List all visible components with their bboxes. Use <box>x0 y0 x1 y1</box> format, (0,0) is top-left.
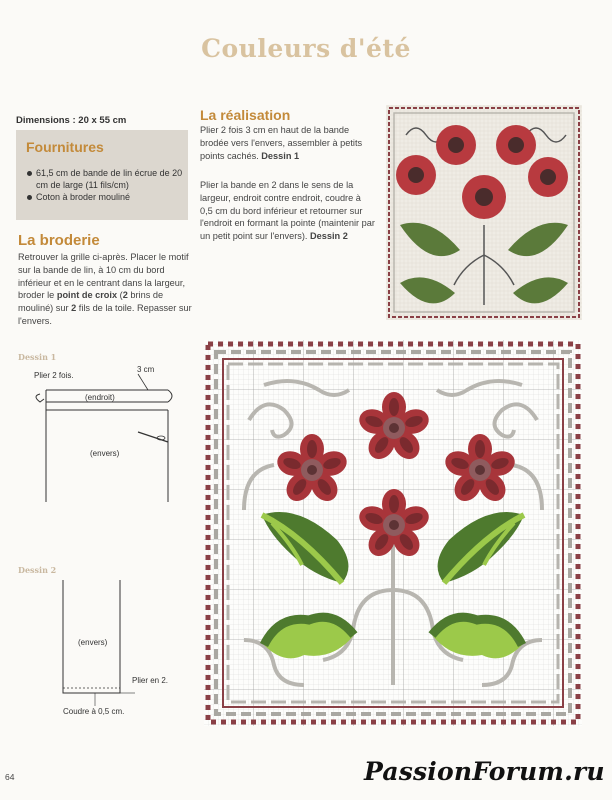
realisation-paragraph-1 <box>200 124 375 162</box>
dessin2-fold: Plier en 2. <box>132 676 169 685</box>
cross-stitch-chart <box>204 340 582 726</box>
watermark-text: PassionForum.ru <box>364 757 605 786</box>
dessin2-envers: (envers) <box>78 638 108 647</box>
broderie-text-d: fils de la toile. Repasser sur l'envers. <box>18 303 192 326</box>
dessin2-label: Dessin 2 <box>18 565 57 575</box>
dessin1-envers: (envers) <box>90 449 120 458</box>
dimensions-text: Dimensions : 20 x 55 cm <box>16 115 127 126</box>
dessin1-fold-label: Plier 2 fois. <box>34 371 74 380</box>
fournitures-list <box>26 168 186 205</box>
cross-stitch-chart-art <box>204 340 582 726</box>
realisation-p2-ref: Dessin 2 <box>310 231 348 242</box>
dessin2-seam: Coudre à 0,5 cm. <box>63 707 125 716</box>
dessin1-diagram <box>28 362 188 512</box>
dessin1-measure: 3 cm <box>137 365 155 374</box>
broderie-text-c: brins de mouliné) sur <box>18 290 164 314</box>
dessin1-endroit: (endroit) <box>85 393 115 402</box>
realisation-p1-ref: Dessin 1 <box>261 150 300 161</box>
dessin1-label: Dessin 1 <box>18 352 57 362</box>
broderie-title: La broderie <box>18 232 100 249</box>
broderie-bold-b: 2 <box>122 290 128 301</box>
broderie-text-b: ( <box>117 290 123 301</box>
realisation-p1-text: Plier 2 fois 3 cm en haut de la bande brodée vers l'envers, assembler à petits points cachés. <box>200 125 363 161</box>
broderie-bold-a: point de croix <box>56 290 118 301</box>
realisation-paragraph-2 <box>200 179 375 243</box>
realisation-p2-text: Plier la bande en 2 dans le sens de la largeur, endroit contre endroit, coudre à 0,5 cm du bord inférieur et retourner sur l'endroit en formant la pointe (maintenir par un petit point sur l'envers). <box>200 180 375 242</box>
fournitures-title: Fournitures <box>26 139 104 155</box>
embroidery-photo-art <box>386 105 582 320</box>
list-item: 61,5 cm de bande de lin écrue de 20 cm de large (11 fils/cm) <box>26 168 186 191</box>
dessin2-diagram <box>55 578 185 708</box>
page-number: 64 <box>5 772 15 782</box>
broderie-bold-c: 2 <box>71 303 77 314</box>
realisation-title: La réalisation <box>200 107 291 123</box>
list-item: Coton à broder mouliné <box>26 192 186 204</box>
broderie-text-a: Retrouver la grille ci-après. Placer le motif sur la bande de lin, à 10 cm du bord inférieur et en le centrant dans la largeur, broder le <box>18 252 189 301</box>
page-title: Couleurs d'été <box>201 34 411 63</box>
embroidery-photo <box>386 105 582 320</box>
broderie-text <box>18 251 193 328</box>
